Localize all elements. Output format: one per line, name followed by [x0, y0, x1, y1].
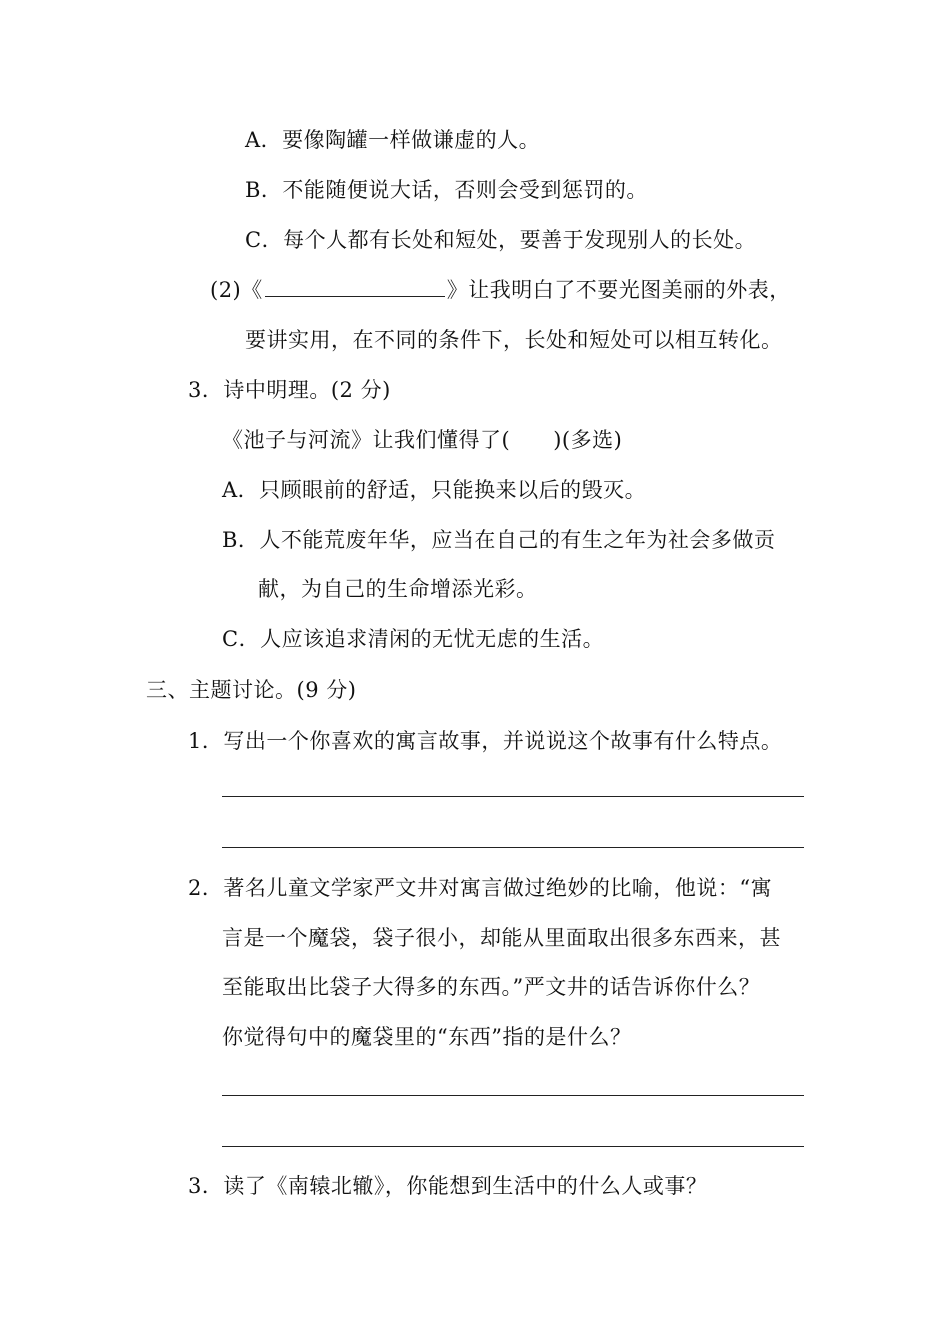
section3-question-1: 1．写出一个你喜欢的寓言故事，并说说这个故事有什么特点。 [188, 729, 783, 753]
section3-question-2-line4: 你觉得句中的魔袋里的“东西”指的是什么？ [222, 1025, 632, 1049]
fill-blank-suffix: 》让我明白了不要光图美丽的外表， [446, 278, 791, 302]
fill-blank-line2: 要讲实用，在不同的条件下，长处和短处可以相互转化。 [245, 328, 783, 352]
fill-blank-question [210, 276, 791, 304]
answer-blank[interactable] [265, 276, 445, 297]
answer-line-4[interactable] [222, 1146, 804, 1147]
option-c: C．每个人都有长处和短处，要善于发现别人的长处。 [245, 228, 757, 252]
answer-line-1[interactable] [222, 796, 804, 797]
section3-question-3: 3．读了《南辕北辙》，你能想到生活中的什么人或事？ [188, 1174, 708, 1198]
section3-question-2-line3: 至能取出比袋子大得多的东西。”严文井的话告诉你什么？ [222, 975, 761, 999]
q3-option-b: B．人不能荒废年华，应当在自己的有生之年为社会多做贡 [222, 528, 776, 552]
q3-option-a: A．只顾眼前的舒适，只能换来以后的毁灭。 [222, 478, 647, 502]
answer-line-3[interactable] [222, 1095, 804, 1096]
section-3-title: 三、主题讨论。(9 分) [146, 678, 357, 702]
question-3-title: 3．诗中明理。(2 分) [188, 378, 391, 402]
option-a: A．要像陶罐一样做谦虚的人。 [245, 128, 541, 152]
section3-question-2-line2: 言是一个魔袋，袋子很小，却能从里面取出很多东西来，甚 [222, 926, 781, 950]
answer-line-2[interactable] [222, 847, 804, 848]
option-b: B．不能随便说大话，否则会受到惩罚的。 [245, 178, 648, 202]
q3-option-b-continued: 献，为自己的生命增添光彩。 [258, 577, 538, 601]
q3-option-c: C．人应该追求清闲的无忧无虑的生活。 [222, 627, 605, 651]
fill-blank-prefix: (2)《 [210, 278, 263, 302]
question-3-stem: 《池子与河流》让我们懂得了( )(多选) [222, 428, 623, 452]
section3-question-2-line1: 2．著名儿童文学家严文井对寓言做过绝妙的比喻，他说：“寓 [188, 876, 773, 900]
